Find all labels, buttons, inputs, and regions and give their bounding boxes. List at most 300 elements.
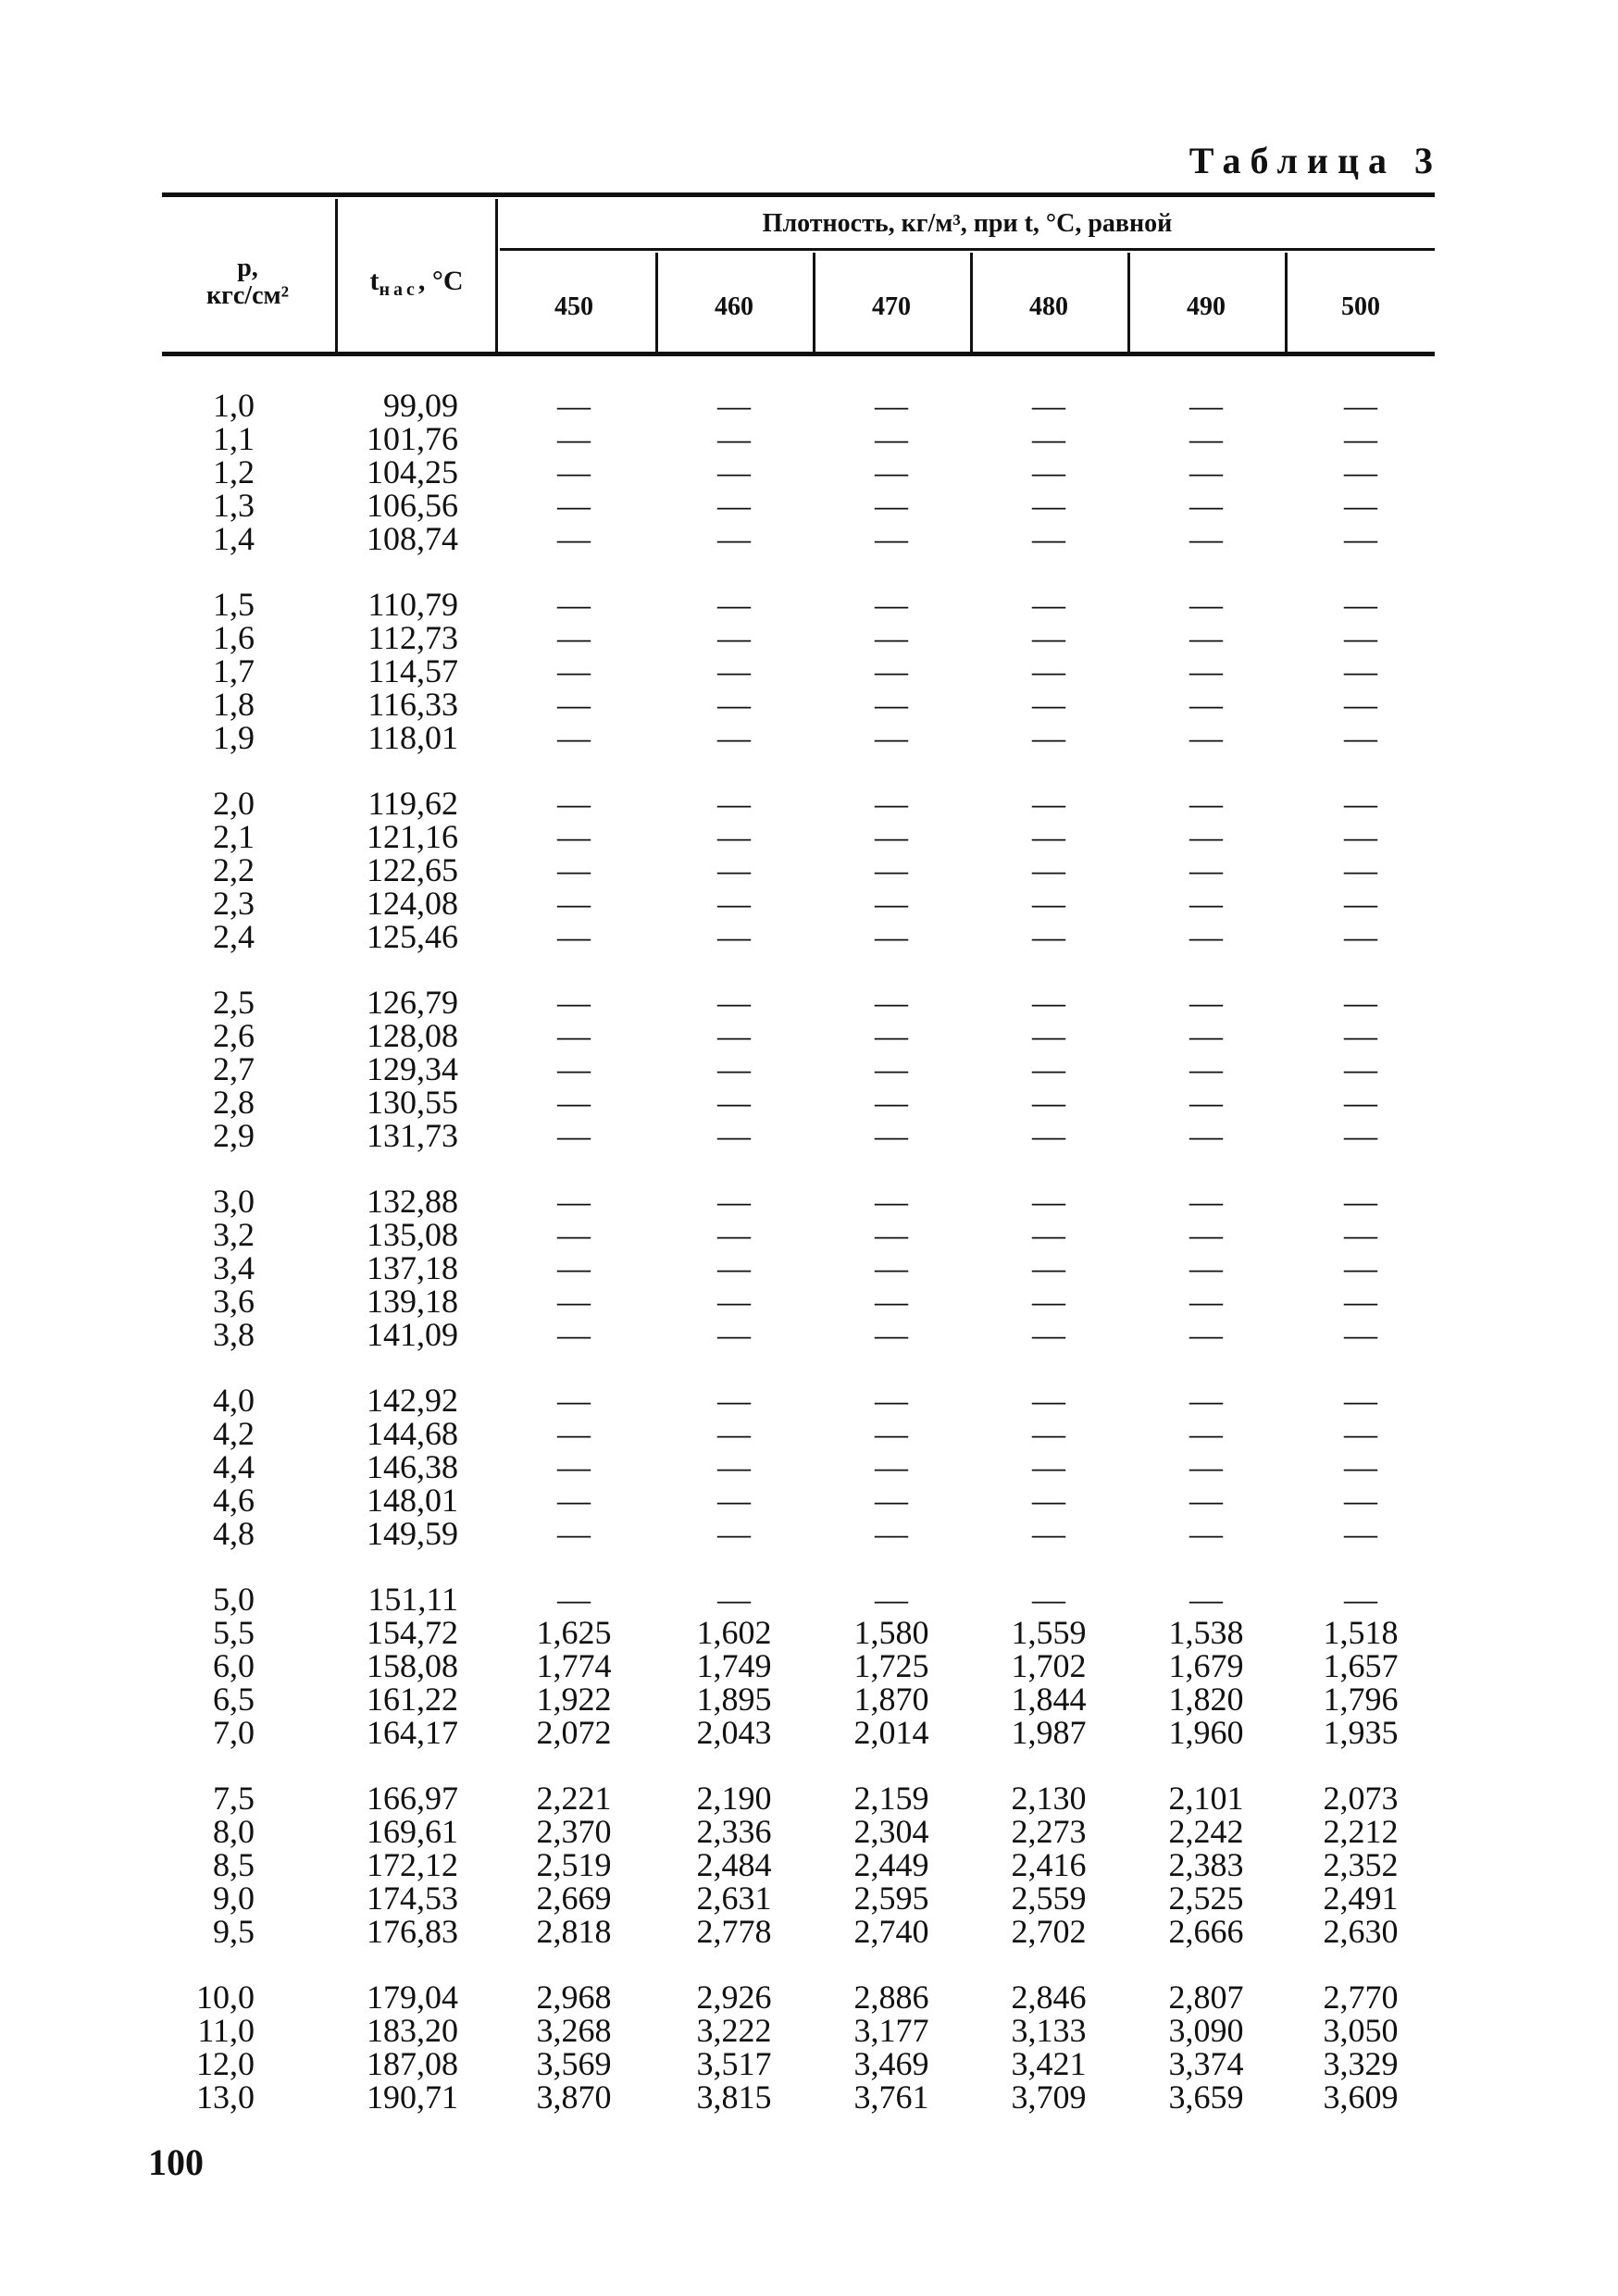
density-cell: — [557, 1283, 591, 1320]
density-cell: — [557, 1316, 591, 1353]
density-cell: — [717, 1515, 751, 1552]
density-cell: 2,519 [536, 1846, 612, 1883]
saturation-temperature-cell: 154,72 [367, 1614, 458, 1651]
density-cell: — [1344, 487, 1377, 524]
pressure-cell: 2,0 [213, 785, 255, 822]
saturation-temperature-cell: 130,55 [367, 1084, 458, 1121]
density-cell: 3,050 [1323, 2012, 1399, 2049]
density-cell: — [1032, 1117, 1065, 1154]
density-cell: 3,177 [853, 2012, 929, 2049]
density-cell: — [1189, 1216, 1223, 1253]
density-cell: — [557, 1216, 591, 1253]
saturation-temperature-cell: 101,76 [367, 420, 458, 457]
density-cell: — [717, 785, 751, 822]
density-cell: 2,416 [1011, 1846, 1087, 1883]
pressure-cell: 11,0 [197, 2012, 255, 2049]
density-cell: — [717, 420, 751, 457]
density-cell: 1,895 [696, 1681, 772, 1718]
density-cell: — [1032, 1482, 1065, 1519]
saturation-temperature-cell: 142,92 [367, 1382, 458, 1419]
density-cell: — [1032, 586, 1065, 623]
table-caption: Таблица 3 [1189, 140, 1442, 181]
saturation-temperature-cell: 132,88 [367, 1183, 458, 1220]
pressure-cell: 2,8 [213, 1084, 255, 1121]
table-row [0, 1086, 1618, 1119]
header-pressure: р, кгс/см² [206, 254, 289, 310]
density-cell: — [1032, 851, 1065, 888]
pressure-cell: 5,0 [213, 1581, 255, 1618]
density-cell: — [557, 984, 591, 1021]
density-cell: — [1032, 652, 1065, 689]
pressure-cell: 1,4 [213, 520, 255, 557]
density-cell: — [1189, 918, 1223, 955]
pressure-cell: 2,3 [213, 885, 255, 922]
saturation-temperature-cell: 137,18 [367, 1249, 458, 1286]
saturation-temperature-cell: 106,56 [367, 487, 458, 524]
column-separator [335, 199, 338, 352]
saturation-temperature-cell: 179,04 [367, 1979, 458, 2016]
density-cell: — [875, 984, 908, 1021]
density-cell: — [717, 619, 751, 656]
table-row [0, 2047, 1618, 2080]
density-cell: — [1032, 918, 1065, 955]
table-row [0, 621, 1618, 654]
density-cell: — [717, 1183, 751, 1220]
density-cell: — [1032, 1249, 1065, 1286]
density-cell: 1,625 [536, 1614, 612, 1651]
saturation-temperature-cell: 128,08 [367, 1017, 458, 1054]
density-cell: — [1344, 785, 1377, 822]
saturation-temperature-cell: 131,73 [367, 1117, 458, 1154]
saturation-temperature-cell: 161,22 [367, 1681, 458, 1718]
column-separator [1285, 253, 1288, 352]
density-cell: — [717, 1316, 751, 1353]
pressure-cell: 9,5 [213, 1913, 255, 1950]
header-temp-1: 460 [715, 292, 753, 321]
density-cell: 3,659 [1168, 2079, 1244, 2116]
header-temp-2: 470 [872, 292, 911, 321]
table-row [0, 1517, 1618, 1550]
density-cell: 3,517 [696, 2045, 772, 2082]
density-cell: — [1344, 619, 1377, 656]
density-cell: — [557, 586, 591, 623]
saturation-temperature-cell: 190,71 [367, 2079, 458, 2116]
density-cell: 2,740 [853, 1913, 929, 1950]
density-cell: 1,725 [853, 1647, 929, 1684]
density-cell: — [1344, 1515, 1377, 1552]
density-cell: 3,469 [853, 2045, 929, 2082]
table-row [0, 1980, 1618, 2014]
saturation-temperature-cell: 129,34 [367, 1050, 458, 1087]
pressure-cell: 12,0 [196, 2045, 255, 2082]
density-cell: — [1189, 453, 1223, 490]
density-cell: 3,815 [696, 2079, 772, 2116]
density-cell: — [557, 818, 591, 855]
density-cell: — [875, 1581, 908, 1618]
density-cell: 1,935 [1323, 1714, 1399, 1751]
density-cell: — [875, 1482, 908, 1519]
density-cell: 2,669 [536, 1880, 612, 1917]
pressure-cell: 2,1 [213, 818, 255, 855]
saturation-temperature-cell: 125,46 [367, 918, 458, 955]
saturation-temperature-cell: 108,74 [367, 520, 458, 557]
table-row [0, 522, 1618, 555]
table-row [0, 1815, 1618, 1848]
pressure-cell: 7,0 [213, 1714, 255, 1751]
density-cell: — [1032, 686, 1065, 723]
density-cell: — [1032, 719, 1065, 756]
density-cell: — [557, 785, 591, 822]
density-cell: — [557, 1482, 591, 1519]
density-cell: — [1032, 1084, 1065, 1121]
saturation-temperature-cell: 166,97 [367, 1780, 458, 1817]
density-cell: 1,702 [1011, 1647, 1087, 1684]
density-cell: — [875, 1382, 908, 1419]
density-cell: 2,595 [853, 1880, 929, 1917]
table-row [0, 489, 1618, 522]
saturation-temperature-cell: 126,79 [367, 984, 458, 1021]
density-cell: — [1189, 984, 1223, 1021]
density-cell: — [717, 1117, 751, 1154]
density-cell: 3,222 [696, 2012, 772, 2049]
density-cell: 2,818 [536, 1913, 612, 1950]
density-cell: — [1032, 520, 1065, 557]
density-cell: 2,073 [1323, 1780, 1399, 1817]
density-cell: 2,525 [1168, 1880, 1244, 1917]
density-cell: — [557, 719, 591, 756]
density-cell: — [1032, 1216, 1065, 1253]
density-cell: — [875, 885, 908, 922]
density-cell: — [1344, 984, 1377, 1021]
density-cell: 3,870 [536, 2079, 612, 2116]
pressure-cell: 8,5 [213, 1846, 255, 1883]
density-cell: 2,559 [1011, 1880, 1087, 1917]
density-cell: — [717, 487, 751, 524]
pressure-cell: 3,6 [213, 1283, 255, 1320]
density-cell: — [1032, 453, 1065, 490]
density-cell: — [557, 1084, 591, 1121]
density-cell: — [557, 520, 591, 557]
density-cell: 1,987 [1011, 1714, 1087, 1751]
density-cell: — [1189, 1482, 1223, 1519]
density-cell: — [1344, 686, 1377, 723]
density-cell: — [717, 1283, 751, 1320]
density-cell: — [875, 1084, 908, 1121]
density-cell: — [1032, 1283, 1065, 1320]
density-cell: — [1189, 520, 1223, 557]
density-cell: — [557, 1249, 591, 1286]
density-cell: — [1032, 785, 1065, 822]
pressure-cell: 2,2 [213, 851, 255, 888]
density-cell: — [875, 487, 908, 524]
density-cell: — [717, 1017, 751, 1054]
table-row [0, 986, 1618, 1019]
density-cell: — [1189, 1117, 1223, 1154]
density-cell: — [1189, 1515, 1223, 1552]
density-cell: 3,090 [1168, 2012, 1244, 2049]
density-cell: — [875, 420, 908, 457]
density-cell: 2,273 [1011, 1813, 1087, 1850]
density-cell: — [1032, 487, 1065, 524]
density-cell: — [1189, 1183, 1223, 1220]
density-cell: — [1189, 1084, 1223, 1121]
density-cell: — [1189, 1415, 1223, 1452]
density-cell: — [717, 885, 751, 922]
table-row [0, 422, 1618, 455]
density-cell: — [875, 818, 908, 855]
saturation-temperature-cell: 141,09 [367, 1316, 458, 1353]
table-row [0, 820, 1618, 853]
pressure-cell: 2,9 [213, 1117, 255, 1154]
density-cell: — [1032, 1183, 1065, 1220]
saturation-temperature-cell: 118,01 [367, 719, 458, 756]
group-rule [500, 248, 1435, 251]
density-cell: — [717, 520, 751, 557]
density-cell: 2,926 [696, 1979, 772, 2016]
table-row [0, 455, 1618, 489]
density-cell: — [1189, 1448, 1223, 1485]
density-cell: — [1189, 1581, 1223, 1618]
density-cell: — [875, 1316, 908, 1353]
density-cell: — [557, 1183, 591, 1220]
density-cell: 2,221 [536, 1780, 612, 1817]
density-cell: — [1032, 1581, 1065, 1618]
density-cell: — [1344, 652, 1377, 689]
pressure-cell: 4,4 [213, 1448, 255, 1485]
table-row [0, 1119, 1618, 1152]
pressure-cell: 3,8 [213, 1316, 255, 1353]
density-cell: — [557, 851, 591, 888]
density-cell: — [875, 1249, 908, 1286]
saturation-temperature-cell: 176,83 [367, 1913, 458, 1950]
density-cell: 2,159 [853, 1780, 929, 1817]
saturation-temperature-cell: 124,08 [367, 885, 458, 922]
density-cell: 2,631 [696, 1880, 772, 1917]
saturation-temperature-cell: 114,57 [367, 652, 458, 689]
density-cell: 1,922 [536, 1681, 612, 1718]
density-cell: — [717, 851, 751, 888]
header-temp-5: 500 [1341, 292, 1380, 321]
density-cell: 1,870 [853, 1681, 929, 1718]
saturation-temperature-cell: 149,59 [367, 1515, 458, 1552]
density-cell: 2,484 [696, 1846, 772, 1883]
density-cell: — [875, 1415, 908, 1452]
density-cell: — [557, 686, 591, 723]
table-row [0, 1483, 1618, 1517]
saturation-temperature-cell: 158,08 [367, 1647, 458, 1684]
density-cell: — [717, 586, 751, 623]
pressure-cell: 4,0 [213, 1382, 255, 1419]
density-cell: — [1189, 586, 1223, 623]
saturation-temperature-cell: 122,65 [367, 851, 458, 888]
density-cell: — [557, 420, 591, 457]
density-cell: — [1189, 885, 1223, 922]
density-cell: 1,749 [696, 1647, 772, 1684]
pressure-cell: 1,7 [213, 652, 255, 689]
density-cell: 1,518 [1323, 1614, 1399, 1651]
table-row [0, 721, 1618, 754]
density-cell: 2,336 [696, 1813, 772, 1850]
pressure-cell: 9,0 [213, 1880, 255, 1917]
density-cell: 2,666 [1168, 1913, 1244, 1950]
density-cell: — [717, 918, 751, 955]
density-cell: — [1189, 1017, 1223, 1054]
header-temp-4: 490 [1187, 292, 1226, 321]
density-cell: — [875, 719, 908, 756]
header-bottom-rule [162, 352, 1435, 356]
density-cell: — [1344, 851, 1377, 888]
saturation-temperature-cell: 148,01 [367, 1482, 458, 1519]
density-cell: — [717, 984, 751, 1021]
density-cell: — [1344, 1448, 1377, 1485]
density-cell: — [717, 1581, 751, 1618]
table-row [0, 588, 1618, 621]
density-cell: — [717, 818, 751, 855]
density-cell: 2,702 [1011, 1913, 1087, 1950]
density-cell: — [1344, 1183, 1377, 1220]
density-cell: — [717, 1084, 751, 1121]
density-cell: — [557, 1415, 591, 1452]
saturation-temperature-cell: 135,08 [367, 1216, 458, 1253]
pressure-cell: 1,2 [213, 453, 255, 490]
density-cell: — [717, 719, 751, 756]
density-cell: — [875, 1117, 908, 1154]
density-cell: — [1344, 1084, 1377, 1121]
table-row [0, 1318, 1618, 1351]
density-cell: 2,043 [696, 1714, 772, 1751]
saturation-temperature-cell: 104,25 [367, 453, 458, 490]
density-cell: 3,268 [536, 2012, 612, 2049]
top-rule [162, 192, 1435, 197]
density-cell: — [1189, 785, 1223, 822]
table-row [0, 1781, 1618, 1815]
density-cell: — [1344, 453, 1377, 490]
pressure-cell: 8,0 [213, 1813, 255, 1850]
density-cell: — [1344, 1581, 1377, 1618]
table-row [0, 920, 1618, 953]
density-cell: 2,212 [1323, 1813, 1399, 1850]
pressure-cell: 6,0 [213, 1647, 255, 1684]
density-cell: — [1032, 420, 1065, 457]
table-row [0, 1848, 1618, 1881]
density-cell: — [1344, 1482, 1377, 1519]
density-cell: — [1344, 1117, 1377, 1154]
table-row [0, 1384, 1618, 1417]
column-separator [655, 253, 658, 352]
saturation-temperature-cell: 187,08 [367, 2045, 458, 2082]
density-cell: — [1189, 1283, 1223, 1320]
density-cell: — [557, 1382, 591, 1419]
density-cell: — [1189, 1050, 1223, 1087]
density-cell: — [1189, 1249, 1223, 1286]
density-cell: — [1032, 387, 1065, 424]
density-cell: — [1032, 1050, 1065, 1087]
pressure-cell: 2,6 [213, 1017, 255, 1054]
density-cell: — [1189, 1316, 1223, 1353]
density-cell: — [557, 1448, 591, 1485]
density-cell: 2,491 [1323, 1880, 1399, 1917]
density-cell: — [1189, 686, 1223, 723]
density-cell: 2,807 [1168, 1979, 1244, 2016]
density-cell: — [1032, 1448, 1065, 1485]
density-cell: — [1344, 1216, 1377, 1253]
density-cell: — [717, 387, 751, 424]
density-cell: 2,383 [1168, 1846, 1244, 1883]
density-cell: — [717, 1382, 751, 1419]
density-cell: 2,352 [1323, 1846, 1399, 1883]
pressure-cell: 4,6 [213, 1482, 255, 1519]
density-cell: — [557, 387, 591, 424]
density-cell: — [1344, 918, 1377, 955]
column-separator [813, 253, 815, 352]
density-cell: — [717, 652, 751, 689]
density-cell: 3,761 [853, 2079, 929, 2116]
table-row [0, 1649, 1618, 1682]
density-cell: — [1189, 818, 1223, 855]
density-cell: — [557, 619, 591, 656]
density-cell: — [557, 1117, 591, 1154]
density-cell: 2,770 [1323, 1979, 1399, 2016]
pressure-cell: 4,2 [213, 1415, 255, 1452]
pressure-cell: 3,2 [213, 1216, 255, 1253]
table-row [0, 1716, 1618, 1749]
density-cell: 2,014 [853, 1714, 929, 1751]
density-cell: — [1344, 420, 1377, 457]
density-cell: — [1032, 1017, 1065, 1054]
density-cell: — [717, 1482, 751, 1519]
density-cell: 1,960 [1168, 1714, 1244, 1751]
density-cell: 2,778 [696, 1913, 772, 1950]
density-cell: — [1344, 1249, 1377, 1286]
density-cell: 3,374 [1168, 2045, 1244, 2082]
density-cell: — [875, 1283, 908, 1320]
pressure-cell: 4,8 [213, 1515, 255, 1552]
saturation-temperature-cell: 151,11 [367, 1581, 458, 1618]
density-cell: — [717, 1415, 751, 1452]
table-row [0, 1417, 1618, 1450]
density-cell: — [717, 1216, 751, 1253]
density-cell: — [1032, 1382, 1065, 1419]
table-row [0, 887, 1618, 920]
pressure-cell: 2,4 [213, 918, 255, 955]
density-cell: 3,133 [1011, 2012, 1087, 2049]
density-cell: 1,580 [853, 1614, 929, 1651]
pressure-cell: 2,7 [213, 1050, 255, 1087]
density-cell: — [1032, 885, 1065, 922]
density-cell: — [1032, 1316, 1065, 1353]
table-row [0, 2014, 1618, 2047]
table-row [0, 1616, 1618, 1649]
density-cell: 2,886 [853, 1979, 929, 2016]
density-cell: 2,846 [1011, 1979, 1087, 2016]
density-cell: — [875, 387, 908, 424]
density-cell: — [1189, 487, 1223, 524]
density-cell: — [557, 885, 591, 922]
density-cell: 3,709 [1011, 2079, 1087, 2116]
density-cell: — [1032, 619, 1065, 656]
column-separator [495, 199, 498, 352]
table-row [0, 1019, 1618, 1052]
density-cell: — [557, 1017, 591, 1054]
density-cell: — [1344, 1382, 1377, 1419]
density-cell: — [1344, 1017, 1377, 1054]
saturation-temperature-cell: 146,38 [367, 1448, 458, 1485]
density-cell: 3,569 [536, 2045, 612, 2082]
density-cell: — [1032, 818, 1065, 855]
pressure-cell: 2,5 [213, 984, 255, 1021]
density-cell: — [1344, 520, 1377, 557]
table-row [0, 1915, 1618, 1948]
